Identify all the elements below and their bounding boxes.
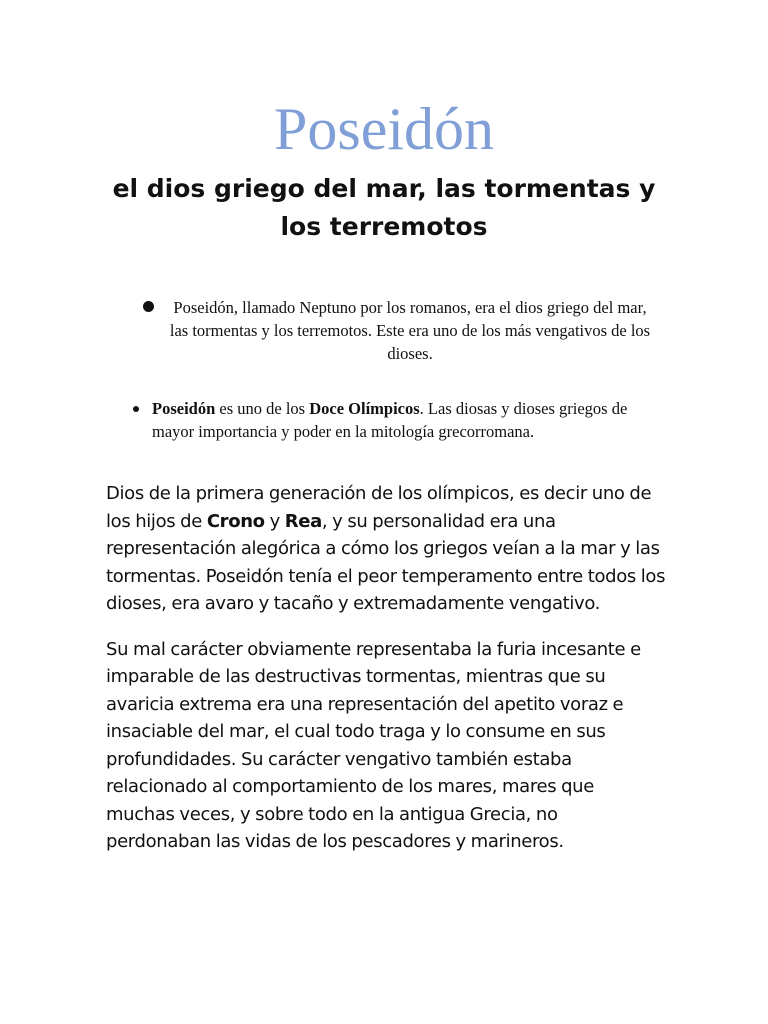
paragraph-text: , y su personalidad era una representación alegórica a cómo los griegos veían a la mar y las tormentas. Poseidón tenía el peor temperamento entre todos los dioses, era avaro y tacaño y extremadamente vengativo. (106, 510, 666, 614)
bullet-item-olimpicos (152, 397, 672, 443)
paragraph-text: Dios de la primera generación de los olímpicos, es decir uno de los hijos de (106, 483, 652, 532)
bold-text: Doce Olímpicos (309, 399, 420, 418)
bold-text: Rea (284, 510, 322, 532)
bullet-text: Poseidón, llamado Neptuno por los romanos, era el dios griego del mar, las tormentas y los terremotos. Este era uno de los más vengativos de los dioses. (169, 298, 651, 363)
bullet-list (0, 296, 768, 443)
document-title: Poseidón (273, 96, 495, 162)
bullet-item-neptuno (165, 296, 655, 365)
body-text (106, 480, 666, 874)
document-subtitle: el dios griego del mar, las tormentas y los terremotos (112, 174, 656, 241)
bold-text: Crono (206, 510, 265, 532)
paragraph-primera-generacion (106, 480, 666, 618)
bullet-dot-icon (133, 406, 139, 412)
bullet-text: . Las diosas y dioses griegos de mayor importancia y poder en la mitología grecorromana. (152, 399, 628, 441)
paragraph-text: y (264, 510, 285, 532)
bullet-dot-icon (143, 301, 154, 312)
bold-text: Poseidón (152, 399, 216, 418)
paragraph-mal-caracter: Su mal carácter obviamente representaba la furia incesante e imparable de las destructivas tormentas, mientras que su avaricia extrema era una representación del apetito voraz e insaciable del mar, el cual todo traga y lo consume en sus profundidades. Su carácter vengativo también estaba relacionado al comportamiento de los mares, mares que muchas veces, y sobre todo en la antigua Grecia, no perdonaban las vidas de los pescadores y marineros. (106, 638, 641, 852)
bullet-text: es uno de los (215, 399, 310, 418)
